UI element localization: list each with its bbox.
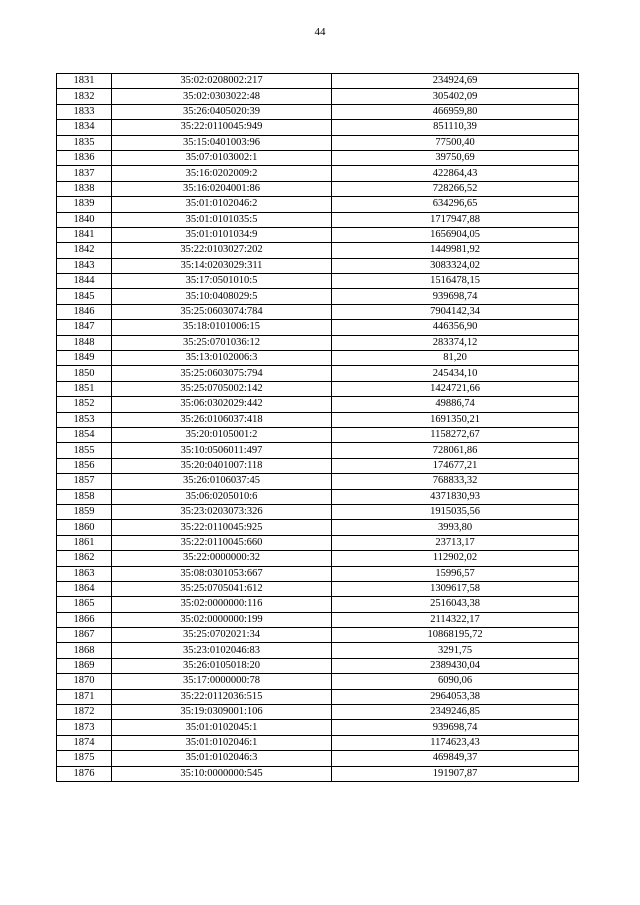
cadastral-value-cell: 2389430,04 (332, 658, 579, 673)
row-number-cell: 1863 (57, 566, 112, 581)
cadastral-value-cell: 4371830,93 (332, 489, 579, 504)
cadastral-value-cell: 446356,90 (332, 320, 579, 335)
cadastral-number-cell: 35:14:0203029:311 (112, 258, 332, 273)
cadastral-value-cell: 939698,74 (332, 289, 579, 304)
cadastral-value-cell: 10868195,72 (332, 628, 579, 643)
row-number-cell: 1854 (57, 427, 112, 442)
row-number-cell: 1864 (57, 581, 112, 596)
cadastral-value-cell: 469849,37 (332, 751, 579, 766)
cadastral-number-cell: 35:22:0110045:949 (112, 120, 332, 135)
cadastral-number-cell: 35:01:0101034:9 (112, 227, 332, 242)
cadastral-number-cell: 35:18:0101006:15 (112, 320, 332, 335)
cadastral-value-cell: 77500,40 (332, 135, 579, 150)
cadastral-value-cell: 466959,80 (332, 104, 579, 119)
cadastral-value-cell: 305402,09 (332, 89, 579, 104)
table-row (57, 304, 579, 319)
row-number-cell: 1862 (57, 551, 112, 566)
row-number-cell: 1832 (57, 89, 112, 104)
row-number-cell: 1843 (57, 258, 112, 273)
cadastral-number-cell: 35:25:0603075:794 (112, 366, 332, 381)
table-row (57, 381, 579, 396)
cadastral-number-cell: 35:16:0204001:86 (112, 181, 332, 196)
cadastral-value-cell: 245434,10 (332, 366, 579, 381)
table-row (57, 504, 579, 519)
cadastral-value-cell: 283374,12 (332, 335, 579, 350)
cadastral-value-cell: 1656904,05 (332, 227, 579, 242)
table-row (57, 643, 579, 658)
cadastral-value-cell: 2964053,38 (332, 689, 579, 704)
row-number-cell: 1831 (57, 74, 112, 89)
cadastral-value-cell: 1516478,15 (332, 274, 579, 289)
cadastral-number-cell: 35:10:0408029:5 (112, 289, 332, 304)
cadastral-number-cell: 35:02:0000000:199 (112, 612, 332, 627)
row-number-cell: 1842 (57, 243, 112, 258)
table-row (57, 751, 579, 766)
row-number-cell: 1855 (57, 443, 112, 458)
table-row (57, 335, 579, 350)
row-number-cell: 1856 (57, 458, 112, 473)
row-number-cell: 1847 (57, 320, 112, 335)
table-row (57, 674, 579, 689)
table-row (57, 628, 579, 643)
row-number-cell: 1867 (57, 628, 112, 643)
cadastral-number-cell: 35:10:0506011:497 (112, 443, 332, 458)
table-row (57, 520, 579, 535)
cadastral-value-cell: 3083324,02 (332, 258, 579, 273)
row-number-cell: 1858 (57, 489, 112, 504)
row-number-cell: 1852 (57, 397, 112, 412)
row-number-cell: 1849 (57, 351, 112, 366)
table-row (57, 458, 579, 473)
cadastral-value-cell: 1424721,66 (332, 381, 579, 396)
cadastral-number-cell: 35:26:0405020:39 (112, 104, 332, 119)
table-row (57, 197, 579, 212)
table-row (57, 135, 579, 150)
table-row (57, 535, 579, 550)
cadastral-number-cell: 35:25:0702021:34 (112, 628, 332, 643)
cadastral-number-cell: 35:06:0205010:6 (112, 489, 332, 504)
cadastral-value-cell: 3291,75 (332, 643, 579, 658)
cadastral-number-cell: 35:01:0101035:5 (112, 212, 332, 227)
cadastral-value-cell: 15996,57 (332, 566, 579, 581)
cadastral-value-cell: 1449981,92 (332, 243, 579, 258)
cadastral-number-cell: 35:16:0202009:2 (112, 166, 332, 181)
cadastral-number-cell: 35:26:0105018:20 (112, 658, 332, 673)
table-row (57, 89, 579, 104)
cadastral-number-cell: 35:20:0401007:118 (112, 458, 332, 473)
cadastral-number-cell: 35:25:0701036:12 (112, 335, 332, 350)
row-number-cell: 1866 (57, 612, 112, 627)
row-number-cell: 1837 (57, 166, 112, 181)
row-number-cell: 1857 (57, 474, 112, 489)
cadastral-number-cell: 35:22:0110045:925 (112, 520, 332, 535)
cadastral-number-cell: 35:15:0401003:96 (112, 135, 332, 150)
cadastral-value-cell: 3993,80 (332, 520, 579, 535)
table-row (57, 351, 579, 366)
row-number-cell: 1860 (57, 520, 112, 535)
cadastral-number-cell: 35:02:0000000:116 (112, 597, 332, 612)
row-number-cell: 1876 (57, 766, 112, 781)
cadastral-number-cell: 35:22:0112036:515 (112, 689, 332, 704)
table-row (57, 274, 579, 289)
row-number-cell: 1838 (57, 181, 112, 196)
row-number-cell: 1844 (57, 274, 112, 289)
cadastral-number-cell: 35:23:0203073:326 (112, 504, 332, 519)
table-row (57, 612, 579, 627)
table-row (57, 366, 579, 381)
table-row (57, 443, 579, 458)
table-row (57, 227, 579, 242)
cadastral-number-cell: 35:22:0110045:660 (112, 535, 332, 550)
cadastral-value-cell: 112902,02 (332, 551, 579, 566)
row-number-cell: 1850 (57, 366, 112, 381)
cadastral-value-cell: 6090,06 (332, 674, 579, 689)
row-number-cell: 1839 (57, 197, 112, 212)
table-row (57, 720, 579, 735)
cadastral-number-cell: 35:26:0106037:418 (112, 412, 332, 427)
cadastral-number-cell: 35:19:0309001:106 (112, 705, 332, 720)
cadastral-number-cell: 35:02:0208002:217 (112, 74, 332, 89)
row-number-cell: 1833 (57, 104, 112, 119)
table-row (57, 258, 579, 273)
row-number-cell: 1845 (57, 289, 112, 304)
cadastral-number-cell: 35:13:0102006:3 (112, 351, 332, 366)
cadastral-value-cell: 1717947,88 (332, 212, 579, 227)
table-row (57, 412, 579, 427)
page-number: 44 (314, 26, 326, 38)
row-number-cell: 1873 (57, 720, 112, 735)
cadastral-number-cell: 35:25:0705041:612 (112, 581, 332, 596)
cadastral-number-cell: 35:01:0102046:1 (112, 735, 332, 750)
cadastral-value-cell: 191907,87 (332, 766, 579, 781)
cadastral-number-cell: 35:01:0102046:2 (112, 197, 332, 212)
cadastral-number-cell: 35:20:0105001:2 (112, 427, 332, 442)
row-number-cell: 1846 (57, 304, 112, 319)
table-row (57, 150, 579, 165)
row-number-cell: 1853 (57, 412, 112, 427)
table-row (57, 489, 579, 504)
cadastral-value-cell: 2114322,17 (332, 612, 579, 627)
cadastral-number-cell: 35:25:0705002:142 (112, 381, 332, 396)
row-number-cell: 1868 (57, 643, 112, 658)
cadastral-value-cell: 39750,69 (332, 150, 579, 165)
cadastral-value-cell: 939698,74 (332, 720, 579, 735)
cadastral-value-cell: 2349246,85 (332, 705, 579, 720)
row-number-cell: 1875 (57, 751, 112, 766)
table-row (57, 320, 579, 335)
row-number-cell: 1859 (57, 504, 112, 519)
cadastral-value-cell: 768833,32 (332, 474, 579, 489)
cadastral-value-cell: 174677,21 (332, 458, 579, 473)
row-number-cell: 1834 (57, 120, 112, 135)
cadastral-value-cell: 23713,17 (332, 535, 579, 550)
row-number-cell: 1872 (57, 705, 112, 720)
cadastral-value-cell: 851110,39 (332, 120, 579, 135)
row-number-cell: 1865 (57, 597, 112, 612)
table-row (57, 74, 579, 89)
table-row (57, 120, 579, 135)
table-row (57, 566, 579, 581)
cadastral-number-cell: 35:10:0000000:545 (112, 766, 332, 781)
table-row (57, 397, 579, 412)
cadastral-number-cell: 35:08:0301053:667 (112, 566, 332, 581)
table-body (57, 74, 579, 782)
cadastral-number-cell: 35:22:0103027:202 (112, 243, 332, 258)
table-row (57, 597, 579, 612)
row-number-cell: 1861 (57, 535, 112, 550)
table-row (57, 766, 579, 781)
table-row (57, 658, 579, 673)
table-row (57, 705, 579, 720)
table-row (57, 243, 579, 258)
cadastral-value-cell: 1309617,58 (332, 581, 579, 596)
cadastral-value-cell: 634296,65 (332, 197, 579, 212)
row-number-cell: 1874 (57, 735, 112, 750)
cadastral-value-cell: 81,20 (332, 351, 579, 366)
cadastral-number-cell: 35:26:0106037:45 (112, 474, 332, 489)
table-row (57, 104, 579, 119)
row-number-cell: 1835 (57, 135, 112, 150)
cadastral-value-cell: 2516043,38 (332, 597, 579, 612)
row-number-cell: 1869 (57, 658, 112, 673)
cadastral-number-cell: 35:17:0501010:5 (112, 274, 332, 289)
cadastral-number-cell: 35:23:0102046:83 (112, 643, 332, 658)
table-row (57, 181, 579, 196)
table-row (57, 581, 579, 596)
cadastral-number-cell: 35:01:0102046:3 (112, 751, 332, 766)
cadastral-value-cell: 7904142,34 (332, 304, 579, 319)
cadastral-number-cell: 35:17:0000000:78 (112, 674, 332, 689)
cadastral-number-cell: 35:07:0103002:1 (112, 150, 332, 165)
cadastral-value-cell: 728266,52 (332, 181, 579, 196)
cadastral-value-cell: 1158272,67 (332, 427, 579, 442)
cadastral-value-cell: 1915035,56 (332, 504, 579, 519)
table-row (57, 551, 579, 566)
row-number-cell: 1871 (57, 689, 112, 704)
row-number-cell: 1870 (57, 674, 112, 689)
row-number-cell: 1848 (57, 335, 112, 350)
cadastral-value-table (56, 73, 579, 782)
row-number-cell: 1836 (57, 150, 112, 165)
cadastral-value-cell: 422864,43 (332, 166, 579, 181)
cadastral-number-cell: 35:06:0302029:442 (112, 397, 332, 412)
table-row (57, 474, 579, 489)
cadastral-value-cell: 49886,74 (332, 397, 579, 412)
cadastral-value-cell: 234924,69 (332, 74, 579, 89)
cadastral-value-cell: 1174623,43 (332, 735, 579, 750)
table-row (57, 166, 579, 181)
cadastral-value-cell: 1691350,21 (332, 412, 579, 427)
row-number-cell: 1840 (57, 212, 112, 227)
table-row (57, 427, 579, 442)
cadastral-number-cell: 35:01:0102045:1 (112, 720, 332, 735)
table-row (57, 689, 579, 704)
cadastral-number-cell: 35:25:0603074:784 (112, 304, 332, 319)
table-row (57, 212, 579, 227)
cadastral-number-cell: 35:22:0000000:32 (112, 551, 332, 566)
table-row (57, 735, 579, 750)
table-row (57, 289, 579, 304)
cadastral-value-cell: 728061,86 (332, 443, 579, 458)
row-number-cell: 1851 (57, 381, 112, 396)
cadastral-number-cell: 35:02:0303022:48 (112, 89, 332, 104)
row-number-cell: 1841 (57, 227, 112, 242)
